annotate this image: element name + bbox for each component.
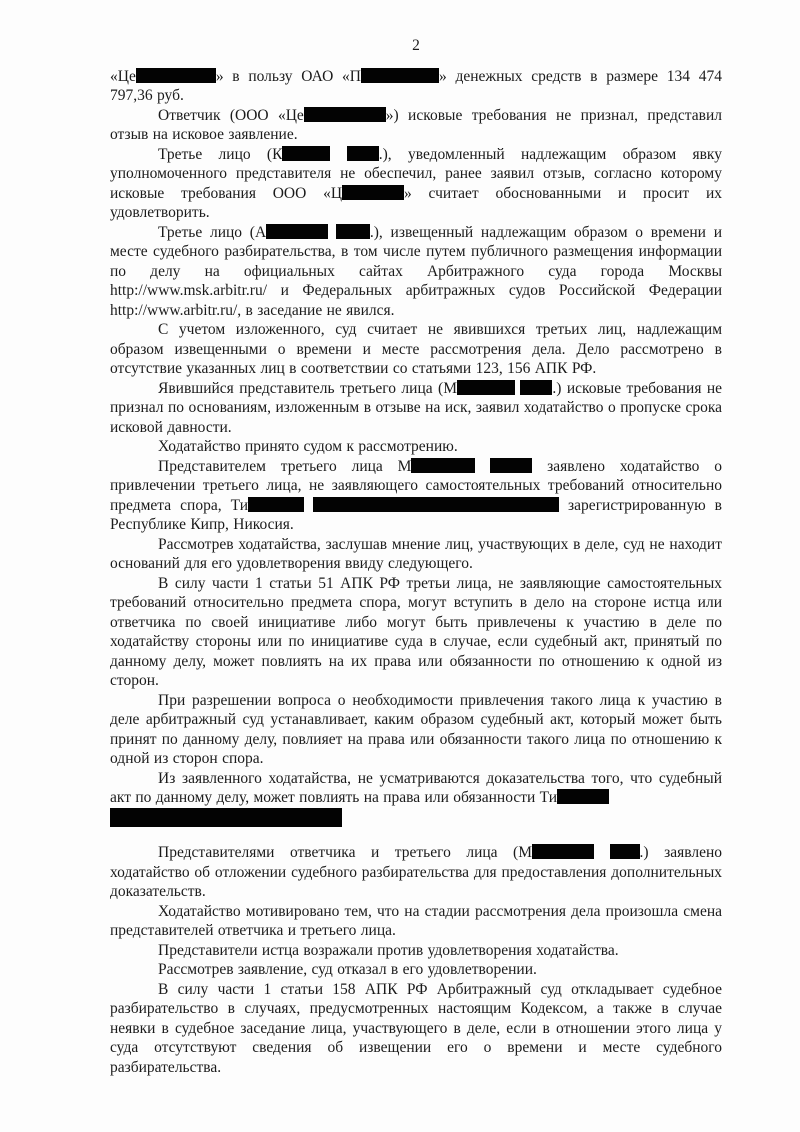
page-number: 2 bbox=[412, 37, 420, 54]
text-run: » считает обоснованными и просит их удовлетворить. bbox=[110, 184, 722, 221]
text-run bbox=[330, 146, 346, 163]
paragraph bbox=[110, 67, 722, 106]
redaction-bar bbox=[610, 844, 640, 859]
text-run: Ходатайство мотивировано тем, что на стадии рассмотрения дела произошла смена представителей ответчика и третьего лица. bbox=[110, 902, 722, 939]
text-run: Представители истца возражали против удовлетворения ходатайства. bbox=[158, 941, 619, 959]
text-run: .) исковые требования не признал по основаниям, изложенным в отзыве на иск, заявил ходатайство о пропуске срока исковой давности. bbox=[110, 379, 723, 436]
paragraph bbox=[110, 379, 722, 438]
text-run: .), уведомленный надлежащим образом явку уполномоченного представителя не обеспечил, ранее заявил отзыв, согласно которому исковые требования ООО «Ц bbox=[110, 145, 722, 202]
redaction-bar bbox=[304, 107, 386, 122]
text-run: Из заявленного ходатайства, не усматриваются доказательства того, что судебный акт по данному делу, может повлиять на права или обязанности Ти bbox=[110, 769, 722, 806]
paragraph bbox=[110, 320, 722, 379]
redaction-bar bbox=[266, 224, 328, 239]
redaction-bar bbox=[347, 146, 379, 161]
text-run: «Це bbox=[110, 67, 136, 85]
text-run: Третье лицо (А bbox=[158, 223, 267, 241]
redaction-bar bbox=[361, 68, 439, 83]
redaction-bar bbox=[313, 497, 559, 512]
paragraph bbox=[110, 960, 722, 980]
text-run: Ходатайство принято судом к рассмотрению. bbox=[158, 438, 458, 455]
paragraph bbox=[110, 980, 722, 1078]
text-run: » в пользу ОАО «П bbox=[215, 67, 361, 85]
text-run: .), извещенный надлежащим образом о времени и месте судебного разбирательства, в том числе путем публичного размещения информации по делу на официальных сайтах Арбитражного суда города Москвы http://www.msk.arbitr.ru/ и Федеральных арбитражных судов Российской Федерации http://www.arbitr.ru/, в заседание не явился. bbox=[110, 223, 723, 319]
redaction-bar bbox=[490, 458, 532, 473]
paragraph bbox=[110, 457, 722, 535]
paragraph bbox=[110, 106, 722, 145]
paragraph bbox=[110, 574, 722, 691]
text-run: » денежных средств в размере 134 474 797,36 руб. bbox=[110, 67, 722, 104]
text-run: зарегистрированную в Республике Кипр, Никосия. bbox=[110, 496, 722, 533]
text-run: Ответчик (ООО «Це bbox=[158, 106, 304, 124]
redaction-bar bbox=[457, 380, 515, 395]
text-run: Представителем третьего лица М bbox=[158, 457, 412, 475]
text-run bbox=[594, 844, 610, 861]
text-run: Третье лицо (К bbox=[158, 145, 283, 163]
redaction-bar bbox=[282, 146, 330, 161]
redaction-bar bbox=[557, 789, 609, 804]
text-run: Явившийся представитель третьего лица (М bbox=[158, 379, 457, 397]
document-body bbox=[110, 67, 722, 1078]
text-run: С учетом изложенного, суд считает не явившихся третьих лиц, надлежащим образом извещенными о времени и месте рассмотрения дела. Дело рассмотрено в отсутствие указанных лиц в соответствии со статьями 123, 156 АПК РФ. bbox=[110, 321, 722, 377]
redaction-bar bbox=[110, 808, 342, 827]
text-run: При разрешении вопроса о необходимости привлечения такого лица к участию в деле арбитражный суд устанавливает, каким образом судебный акт, который может быть принят по данному делу, повлияет на права или обязанности такого лица по отношению к одной из сторон спора. bbox=[110, 691, 722, 767]
text-run: В силу части 1 статьи 158 АПК РФ Арбитражный суд откладывает судебное разбирательство в случаях, предусмотренных настоящим Кодексом, а также в случае неявки в судебное заседание лица, участвующего в деле, если в отношении этого лица у суда отсутствуют сведения об извещении его о времени и месте судебного разбирательства. bbox=[110, 980, 722, 1076]
text-run: ») исковые требования не признал, представил отзыв на исковое заявление. bbox=[110, 106, 722, 143]
paragraph bbox=[110, 843, 722, 902]
paragraph bbox=[110, 223, 722, 321]
paragraph bbox=[110, 535, 722, 574]
text-run bbox=[475, 458, 490, 475]
redaction-bar bbox=[248, 497, 304, 512]
text-run: заявлено ходатайство о привлечении третьего лица, не заявляющего самостоятельных требований относительно предмета спора, Ти bbox=[110, 457, 722, 514]
text-run: Рассмотрев ходатайства, заслушав мнение лиц, участвующих в деле, суд не находит оснований для его удовлетворения ввиду следующего. bbox=[110, 535, 722, 572]
redaction-bar bbox=[342, 185, 404, 200]
text-run: Представителями ответчика и третьего лица (М bbox=[158, 844, 532, 861]
text-run bbox=[304, 497, 313, 514]
redaction-bar bbox=[411, 458, 475, 473]
paragraph bbox=[110, 691, 722, 769]
paragraph bbox=[110, 769, 722, 831]
redaction-bar bbox=[532, 844, 594, 859]
text-run: .) заявлено ходатайство об отложении судебного разбирательства для предоставления дополнительных доказательств. bbox=[110, 844, 722, 900]
paragraph bbox=[110, 145, 722, 223]
paragraph bbox=[110, 902, 722, 941]
redaction-bar bbox=[336, 224, 370, 239]
text-run: Рассмотрев заявление, суд отказал в его удовлетворении. bbox=[158, 961, 537, 978]
paragraph bbox=[110, 941, 722, 961]
text-run bbox=[328, 224, 336, 241]
paragraph bbox=[110, 437, 722, 457]
text-run: В силу части 1 статьи 51 АПК РФ третьи лица, не заявляющие самостоятельных требований относительно предмета спора, могут вступить в дело на стороне истца или ответчика по своей инициативе либо могут быть привлечены к участию в деле по ходатайству стороны или по инициативе суда в случае, если судебный акт, принятый по данному делу, может повлиять на их права или обязанности по отношению к одной из сторон. bbox=[110, 574, 722, 689]
redaction-bar bbox=[136, 68, 216, 83]
redaction-bar bbox=[520, 380, 552, 395]
